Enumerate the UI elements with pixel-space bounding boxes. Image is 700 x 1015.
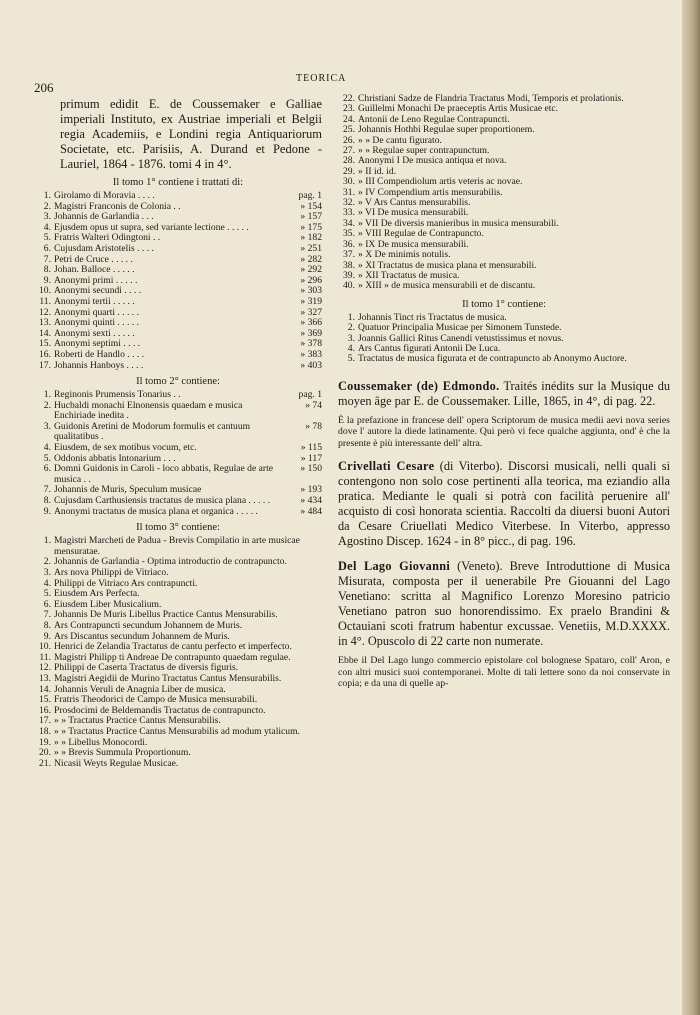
item-title: Eiusdem Ars Perfecta. (54, 588, 140, 600)
item-page: » 403 (300, 359, 322, 371)
item-number: 9. (43, 505, 51, 517)
item-title: Anonymi sexti . . . . . (54, 327, 135, 339)
item-title: Fratris Theodorici de Campo de Musica mensurabili. (54, 694, 258, 706)
item-number: 14. (39, 327, 51, 339)
item-title: Ars nova Philippi de Vitriaco. (54, 567, 169, 578)
entry-crivellati (338, 459, 670, 549)
item-number: 2. (43, 556, 51, 568)
item-number: 16. (39, 704, 51, 716)
item-title: Guillelmi Monachi De praeceptis Artis Musicae etc. (358, 103, 559, 115)
item-page: » 434 (300, 495, 322, 507)
item-number: 16. (39, 348, 51, 360)
item-title: Henrici de Zelandia Tractatus de cantu perfecto et imperfecto. (54, 641, 292, 653)
item-number: 19. (39, 736, 51, 748)
list-item (34, 297, 322, 308)
item-number: 22. (343, 93, 355, 104)
entry-note: È la prefazione in francese dell' opera Scriptorum de musica medii aevi nova series dove l' autore la diede latinamente. Qui però vi fece qualche aggiunta, ond' è che la presente è più interessante dell' altra. (338, 414, 670, 449)
entry-note: Ebbe il Del Lago lungo commercio epistolare col bolognese Spataro, coll' Aron, e con altri musici suoi contemporanei. Molte di tali lettere sono da noi conservate in copia; e da una di quelle ap- (338, 655, 670, 690)
item-title: » » Tractatus Practice Cantus Mensurabilis. (54, 715, 221, 727)
item-number: 5. (43, 452, 51, 464)
tomo2-list (34, 390, 322, 517)
item-number: 7. (43, 484, 51, 496)
item-title: » III Compendiolum artis veteris ac novae. (358, 176, 523, 188)
item-number: 8. (43, 495, 51, 507)
item-number: 4. (347, 342, 355, 354)
item-title: Domni Guidonis in Caroli - loco abbatis, Regulae de arte musica . . (54, 463, 274, 485)
item-number: 5. (43, 232, 51, 244)
item-number: 2. (43, 399, 51, 411)
item-page: » 303 (300, 285, 322, 297)
item-title: Johannis de Garlandia . . . (54, 211, 154, 223)
book-spine-edge (682, 0, 700, 1015)
item-number: 7. (43, 253, 51, 265)
item-title: Magistri Aegidii de Murino Tractatus Cantus Mensurabilis. (54, 672, 282, 684)
item-page: » 378 (300, 338, 322, 350)
item-number: 12. (39, 306, 51, 318)
item-number: 10. (39, 641, 51, 653)
entry-name: Del Lago Giovanni (338, 559, 451, 574)
item-number: 38. (343, 259, 355, 271)
item-number: 10. (39, 285, 51, 297)
item-number: 3. (43, 567, 51, 578)
item-title: Anonymi quarti . . . . . (54, 306, 140, 318)
list-item (34, 568, 322, 579)
item-page: » 366 (300, 317, 322, 329)
item-title: Magistri Franconis de Colonia . . (54, 200, 181, 212)
item-page: » 154 (300, 200, 322, 212)
entry-coussemaker (338, 379, 670, 450)
item-number: 31. (343, 186, 355, 198)
entry-text: (Veneto). Breve Introduttione di Musica Misurata, composta per il uenerabile Pre Giouanni del Lago Venetiano: scritta al Magnifico Lorenzo Moresino patricio Venetiano patron suo honorendissimo. Ex praelo Brandini & Octauiani scoti fratrum habentur excussae. Venetiis, M.D.XXXX. in 4°. Opuscolo di 22 carte non numerate. (338, 559, 671, 649)
item-page: » 157 (300, 211, 322, 223)
entry-del-lago (338, 559, 670, 690)
list-item (34, 464, 322, 485)
item-title: » IX De musica mensurabili. (358, 238, 469, 250)
item-number: 13. (39, 672, 51, 684)
item-title: Magistri Marcheti de Padua - Brevis Compilatio in arte musicae mensuratae. (54, 535, 300, 557)
item-number: 25. (343, 124, 355, 136)
item-page: pag. 1 (298, 389, 322, 401)
item-title: Johannis Hothbi Regulae super proportionem. (358, 124, 535, 136)
item-title: Johannis Hanboys . . . . (54, 359, 144, 371)
item-title: » X De minimis notulis. (358, 249, 451, 261)
item-title: Anonymi primi . . . . . (54, 274, 138, 286)
item-number: 36. (343, 238, 355, 250)
list-item (338, 354, 670, 364)
item-title: » » Brevis Summula Proportionum. (54, 747, 191, 759)
item-number: 3. (43, 211, 51, 223)
item-title: Hucbaldi monachi Elnonensis quaedam e musica Enchiriade inedita . (54, 399, 243, 422)
item-title: Anonymi tertii . . . . . (54, 295, 135, 307)
item-title: » » Regulae super contrapunctum. (358, 145, 490, 157)
item-title: » II id. id. (358, 165, 397, 177)
item-title: » IV Compendium artis mensurabilis. (358, 186, 503, 198)
list-item (34, 727, 322, 738)
item-number: 23. (343, 103, 355, 115)
item-title: » VIII Regulae de Contrapuncto. (358, 228, 484, 240)
item-number: 17. (39, 715, 51, 727)
item-title: Fratris Walteri Odingtoni . . (54, 232, 161, 244)
list-item (34, 350, 322, 361)
item-number: 5. (43, 588, 51, 600)
item-title: Ejusdem opus ut supra, sed variante lectione . . . . . (54, 221, 249, 233)
item-number: 15. (39, 338, 51, 350)
item-title: Anonymi I De musica antiqua et nova. (358, 155, 507, 167)
item-number: 32. (343, 197, 355, 209)
item-page: » 282 (300, 253, 322, 265)
item-number: 9. (43, 274, 51, 286)
item-title: Girolamo di Moravia . . . . (54, 190, 155, 201)
list-item (34, 621, 322, 632)
list-item (34, 674, 322, 685)
list-item (338, 323, 670, 333)
item-number: 1. (347, 311, 355, 323)
item-page: » 182 (300, 232, 322, 244)
item-number: 6. (43, 598, 51, 610)
item-title: Philippi de Vitriaco Ars contrapuncti. (54, 577, 198, 589)
page-number: 206 (34, 80, 54, 95)
item-number: 4. (43, 221, 51, 233)
tomo4-heading: Il tomo 1° contiene: (462, 298, 546, 310)
item-page: » 78 (305, 420, 322, 432)
item-number: 6. (43, 242, 51, 254)
item-title: Johannis de Garlandia - Optima introductio de contrapuncto. (54, 556, 287, 568)
item-title: Cujusdam Aristotelis . . . . (54, 242, 154, 254)
item-title: Eiusdem Liber Musicalium. (54, 598, 162, 610)
list-item (338, 281, 670, 291)
item-number: 37. (343, 249, 355, 261)
item-number: 8. (43, 264, 51, 276)
item-number: 18. (39, 725, 51, 737)
item-title: Anonymi quinti . . . . . (54, 317, 140, 329)
item-page: » 175 (300, 221, 322, 233)
item-page: » 383 (300, 348, 322, 360)
item-title: Anonymi tractatus de musica plana et organica . . . . . (54, 505, 258, 517)
tomo4-list (338, 313, 670, 365)
item-page: pag. 1 (298, 190, 322, 201)
item-page: » 251 (300, 242, 322, 254)
item-number: 6. (43, 463, 51, 475)
list-item (34, 191, 322, 202)
item-number: 11. (39, 295, 51, 307)
item-page: » 319 (300, 295, 322, 307)
item-title: Cujusdam Carthusiensis tractatus de musica plana . . . . . (54, 495, 271, 507)
item-title: » VII De diversis manieribus in musica mensurabili. (358, 217, 559, 229)
item-title: Johannis de Muris, Speculum musicae (54, 484, 202, 496)
item-title: Eiusdem, de sex motibus vocum, etc. (54, 442, 197, 454)
item-title: Johannis Veruli de Anagnia Liber de musica. (54, 683, 226, 695)
item-number: 33. (343, 207, 355, 219)
item-title: » XI Tractatus de musica plana et mensurabili. (358, 259, 537, 271)
item-page: » 193 (300, 484, 322, 496)
item-title: Tractatus de musica figurata et de contrapuncto ab Anonymo Auctore. (358, 353, 627, 365)
item-title: Guidonis Aretini de Modorum formulis et cantuum qualitatibus . (54, 420, 251, 443)
entry-name: Crivellati Cesare (338, 459, 435, 474)
tomo3-list (34, 536, 322, 769)
item-title: » VI De musica mensurabili. (358, 207, 469, 219)
item-page: » 117 (300, 452, 322, 464)
item-number: 1. (43, 190, 51, 201)
item-title: Ars Contrapuncti secundum Johannem de Muris. (54, 619, 243, 631)
item-number: 9. (43, 630, 51, 642)
item-number: 28. (343, 155, 355, 167)
item-page: » 150 (300, 463, 322, 475)
entry-text: Traités inédits sur la Musique du moyen âge par E. de Coussemaker. Lille, 1865, in 4°, di pag. 22. (338, 378, 671, 408)
item-page: » 484 (300, 505, 322, 517)
item-number: 15. (39, 694, 51, 706)
item-title: Anonymi secundi . . . . (54, 285, 142, 297)
item-number: 13. (39, 317, 51, 329)
item-title: Philippi de Caserta Tractatus de diversis figuris. (54, 662, 239, 674)
item-number: 35. (343, 228, 355, 240)
item-title: » » De cantu figurato. (358, 134, 442, 146)
list-item (338, 250, 670, 260)
list-item (34, 401, 322, 422)
item-title: Roberti de Handlo . . . . (54, 348, 145, 360)
entry-name: Coussemaker (de) Edmondo. (338, 378, 500, 393)
item-number: 39. (343, 269, 355, 281)
item-title: Ars Cantus figurati Antonii De Luca. (358, 342, 501, 354)
item-page: » 296 (300, 274, 322, 286)
item-number: 34. (343, 217, 355, 229)
item-number: 30. (343, 176, 355, 188)
right-column (338, 94, 670, 690)
list-item (34, 244, 322, 255)
item-page: » 115 (300, 442, 322, 454)
item-number: 26. (343, 134, 355, 146)
item-title: Christiani Sadze de Flandria Tractatus Modi, Temporis et prolationis. (358, 93, 624, 104)
item-page: » 327 (300, 306, 322, 318)
item-number: 5. (347, 353, 355, 365)
item-title: Ars Discantus secundum Johannem de Muris. (54, 630, 230, 642)
item-title: » XII Tractatus de musica. (358, 269, 460, 281)
item-title: » » Tractatus Practice Cantus Mensurabilis ad modum ytalicum. (54, 725, 300, 737)
item-title: » » Libellus Monocordi. (54, 736, 148, 748)
item-number: 2. (43, 200, 51, 212)
item-title: » XIII » de musica mensurabili et de discantu. (358, 280, 536, 292)
tomo1-heading: Il tomo 1° contiene i trattati di: (112, 177, 244, 188)
item-number: 24. (343, 113, 355, 125)
tomo3-continued-list (338, 94, 670, 292)
running-head: TEORICA (296, 73, 347, 84)
list-item (34, 536, 322, 557)
intro-paragraph: primum edidit E. de Coussemaker e Galliae imperiali Instituto, ex Austriae imperiali et Belgii regia Academiis, e Londini regia Antiquariorum Societate, etc. Parisiis, A. Durand et Pedone - Lauriel, 1864 - 1876. tomi 4 in 4°. (60, 97, 322, 171)
item-title: Johan. Balloce . . . . . (54, 264, 135, 276)
item-number: 12. (39, 662, 51, 674)
item-number: 2. (347, 322, 355, 334)
item-number: 40. (343, 280, 355, 292)
item-number: 4. (43, 442, 51, 454)
item-title: Petri de Cruce . . . . . (54, 253, 133, 265)
list-item (34, 507, 322, 518)
item-number: 21. (39, 757, 51, 769)
item-number: 27. (343, 145, 355, 157)
item-page: » 74 (305, 399, 322, 411)
item-title: Reginonis Prumensis Tonarius . . (54, 389, 181, 401)
list-item (34, 361, 322, 372)
item-title: Johannis Tinct ris Tractatus de musica. (358, 311, 507, 323)
item-title: Oddonis abbatis Intonarium . . . (54, 452, 176, 464)
list-item (34, 422, 322, 443)
list-item (34, 759, 322, 770)
item-number: 3. (347, 332, 355, 344)
item-title: Nicasii Weyts Regulae Musicae. (54, 757, 179, 769)
tomo2-heading: Il tomo 2° contiene: (136, 376, 220, 388)
entry-text: (di Viterbo). Discorsi musicali, nelli quali si contengono non solo cose pertinenti alla teorica, ma eziandio alla pratica. Mediante le quali si potrà con facilità peruenire all' acquisto di così honorata scientia. Raccolti da diuersi buoni Autori da Cesare Criuellati Medico Viterbese. In Viterbo, appresso Agostino Discep. 1624 - in 8° picc., di pag. 196. (338, 459, 670, 549)
item-title: Antonii de Leno Regulae Contrapuncti. (358, 113, 510, 125)
item-number: 7. (43, 609, 51, 621)
item-title: Prosdocimi de Beldemandis Tractatus de contrapuncto. (54, 704, 266, 716)
item-page: » 292 (300, 264, 322, 276)
item-title: Anonymi septimi . . . . (54, 338, 141, 350)
item-page: » 369 (300, 327, 322, 339)
item-title: Magistri Philipp ti Andreae De contrapunto quaedam regulae. (54, 651, 291, 663)
item-number: 1. (43, 535, 51, 547)
item-title: Quatuor Principalia Musicae per Simonem Tunstede. (358, 322, 562, 334)
item-title: Joannis Gallici Ritus Canendi vetustissimus et novus. (358, 332, 564, 344)
item-number: 3. (43, 420, 51, 432)
item-title: Johannis De Muris Libellus Practice Cantus Mensurabilis. (54, 609, 278, 621)
item-number: 1. (43, 389, 51, 401)
item-number: 4. (43, 577, 51, 589)
item-title: » V Ars Cantus mensurabilis. (358, 197, 471, 209)
left-column (34, 97, 322, 769)
tomo3-heading: Il tomo 3° contiene: (136, 522, 220, 534)
item-number: 14. (39, 683, 51, 695)
tomo1-list (34, 191, 322, 371)
item-number: 29. (343, 165, 355, 177)
item-number: 17. (39, 359, 51, 371)
item-number: 8. (43, 619, 51, 631)
item-number: 11. (39, 651, 51, 663)
item-number: 20. (39, 747, 51, 759)
